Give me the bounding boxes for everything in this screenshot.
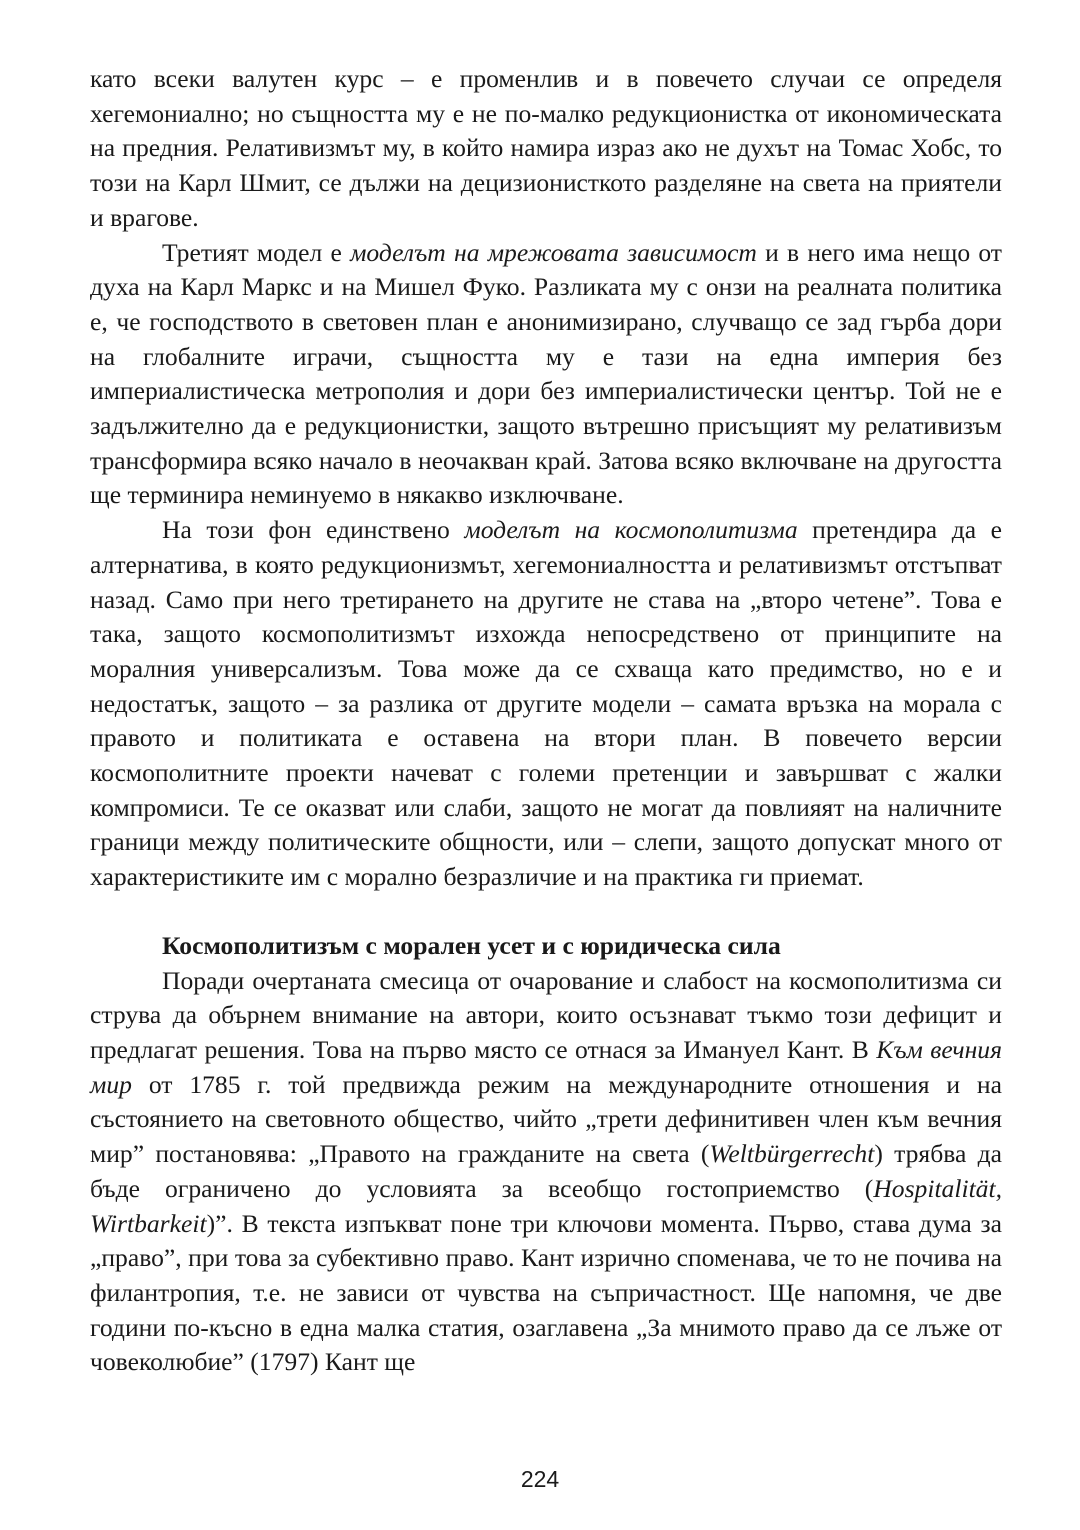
- paragraph: [90, 513, 1002, 895]
- text-run: Поради очертаната смесица от очарование и слабост на космополитизма си струва да обърнем внимание на автори, които осъзнават тъкмо този дефицит и предлагат решения. Това на първо място се отнася за Имануел Кант. В: [90, 965, 1002, 1064]
- text-run: )”. В текста изпъкват поне три ключови момента. Първо, става дума за „право”, при това за субективно право. Кант изрично споменава, че то не почива на филантропия, т.е. не зависи от чувства на съпричастност. Ще напомня, че две години по-късно в една малка статия, озаглавена „За мнимото право да се лъже от човеколюбие” (1797) Кант ще: [90, 1208, 1002, 1377]
- italic-text: моделът на космополитизма: [464, 515, 798, 545]
- paragraph: [90, 62, 1002, 236]
- text-run: На този фон единствено: [162, 515, 465, 545]
- italic-text: Weltbürgerrecht: [709, 1139, 875, 1169]
- text-run: и в него има нещо от духа на Карл Маркс и на Мишел Фуко. Разликата му с онзи на реалната политика е, че господството в световен план е анонимизирано, случващо се зад гърба дори на глобалните играчи, същността му е тази на една империя без империалистическа метрополия и дори без империалистически център. Той не е задължително да е редукционистки, защото вътрешно присъщият му релативизъм трансформира всяко начало в неочакван край. Затова всяко включване на другостта ще терминира неминуемо в някакво изключване.: [90, 237, 1002, 510]
- text-run: като всеки валутен курс – е променлив и в повечето случаи се определя хегемониално; но същността му е не по-малко редукционистка от икономическата на предния. Релативизмът му, в който намира израз ако не духът на Томас Хобс, то този на Карл Шмит, се дължи на децизионисткото разделяне на света на приятели и врагове.: [90, 64, 1002, 232]
- text-run: Третият модел е: [162, 237, 351, 267]
- section-spacer: [90, 895, 1002, 929]
- section-heading: Космополитизъм с морален усет и с юридическа сила: [162, 930, 781, 960]
- body-text-after-heading: [90, 964, 1002, 1380]
- italic-text: Към вечния мир: [90, 1034, 1002, 1099]
- text-run: ) трябва да бъде ограничено до условията за всеобщо гостоприемство (: [90, 1139, 1002, 1203]
- page-body: [90, 62, 1002, 1380]
- text-run: от 1785 г. той предвижда режим на международните отношения и на състоянието на световното общество, чийто „трети дефинитивен член към вечния мир” постановява: „Правото на гражданите на света (: [90, 1069, 1002, 1169]
- body-text-before-heading: [90, 62, 1002, 895]
- italic-text: Hospitalität, Wirtbarkeit: [90, 1173, 1002, 1238]
- page-number: 224: [520, 1466, 560, 1492]
- paragraph: [90, 236, 1002, 514]
- italic-text: моделът на мрежовата зависимост: [350, 237, 757, 267]
- text-run: претендира да е алтернатива, в която редукционизмът, хегемониалността и релативизмът отстъпват назад. Само при него третирането на другите не става на „второ четене”. Това е така, защото космополитизмът изхожда непосредствено от принципите на моралния универсализъм. Това може да се схваща като предимство, но е и недостатък, защото – за разлика от другите модели – самата връзка на морала с правото и политиката е оставена на втори план. В повечето версии космополитните проекти начеват с големи претенции и завършват с жалки компромиси. Те се оказват или слаби, защото не могат да повлияят на наличните граници между политическите общности, или – слепи, защото допускат много от характеристиките им с морално безразличие и на практика ги приемат.: [90, 515, 1002, 892]
- paragraph: [90, 964, 1002, 1380]
